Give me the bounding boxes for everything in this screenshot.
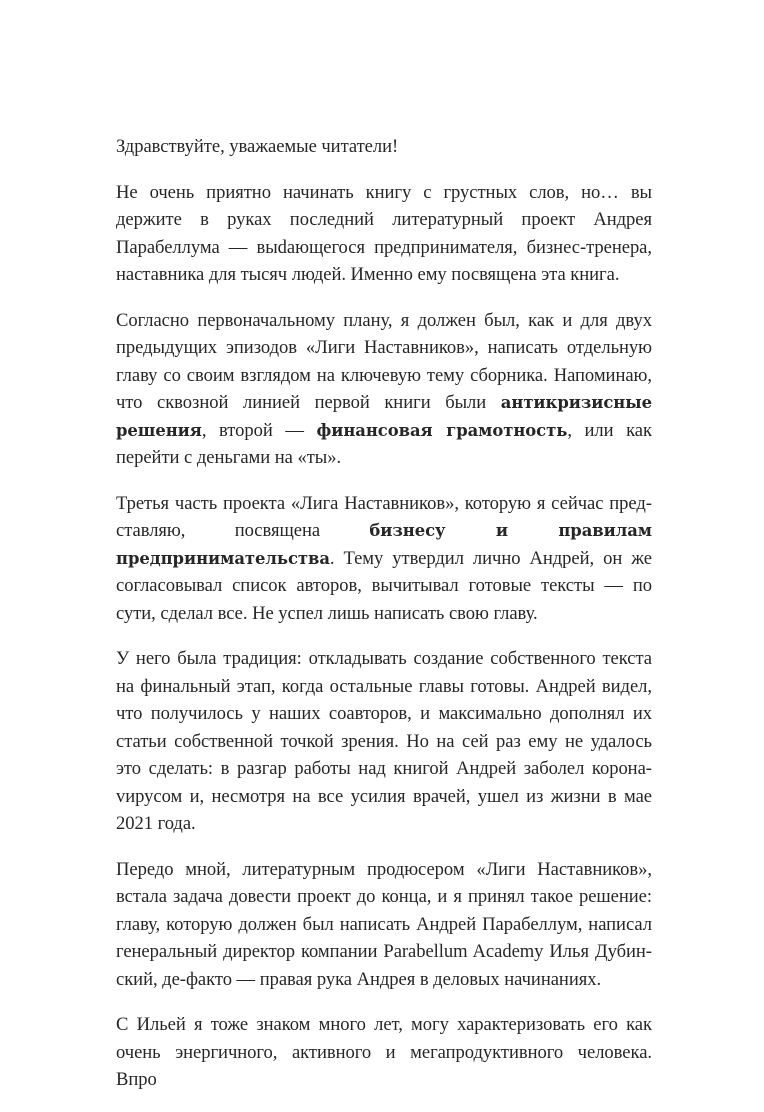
greeting-paragraph: Здравствуйте, уважаемые читатели! [116, 136, 399, 157]
paragraph-3-text-a: Третья часть проекта «Лига Наставников», которую я сейчас представляю, посвящена [116, 492, 652, 541]
bold-business-rules: бизнесу и правилам предпринимательства [116, 521, 652, 568]
paragraph-6: С Ильей я тоже знаком много лет, могу характеризовать его как очень энергичного, активного и мегапродуктивного человека. Впро [116, 1014, 652, 1090]
paragraph-2-text-a: Согласно первоначальному плану, я должен был, как и для двух предыдущих эпизодов «Лиги Наставников», написать отдельную главу со своим взглядом на ключевую тему сборника. Напоминаю, что сквозной линией первой книги были [116, 309, 652, 413]
bold-anticrisis: антикризисные решения [116, 393, 652, 440]
paragraph-1: Не очень приятно начинать книгу с грустных слов, но… вы держите в руках последний литературный проект Андрея Парабеллума — выdающегося предпринимателя, бизнес-тренера, наставника для тысяч людей. Именно ему посвящена эта книга. [116, 181, 652, 285]
paragraph-2-text-b: , второй — [201, 419, 317, 441]
paragraph-2-text-c: , или как перейти с деньгами на «ты». [116, 419, 652, 468]
page-text [116, 133, 652, 1112]
bold-financial-literacy: финансовая грамотность [316, 420, 568, 440]
paragraph-5: Передо мной, литературным продюсером «Лиги Наставников», встала задача довести проект до конца, и я принял такое решение: главу, которую должен был написать Андрей Парабеллум, написал генеральный директор компании Parabellum Academy Илья Дубинский, де-факто — правая рука Андрея в деловых начинаниях. [116, 858, 652, 990]
paragraph-3 [116, 490, 652, 628]
paragraph-4: У него была традиция: откладывать создание собственного текста на финальный этап, когда остальные главы готовы. Андрей видел, что получилось у наших соавторов, и максимально дополнял их статьи собственной точкой зрения. Но на сей раз ему не удалось это сделать: в разгар работы над книгой Андрей заболел коронаvирусом и, несмотря на все усилия врачей, ушел из жизни в мае 2021 года. [116, 648, 652, 834]
paragraph-2 [116, 307, 652, 472]
paragraph-3-text-b: . Тему утвердил лично Андрей, он же согласовывал список авторов, вычитывал готовые тексты — по сути, сделал все. Не успел лишь написать свою главу. [116, 547, 652, 624]
